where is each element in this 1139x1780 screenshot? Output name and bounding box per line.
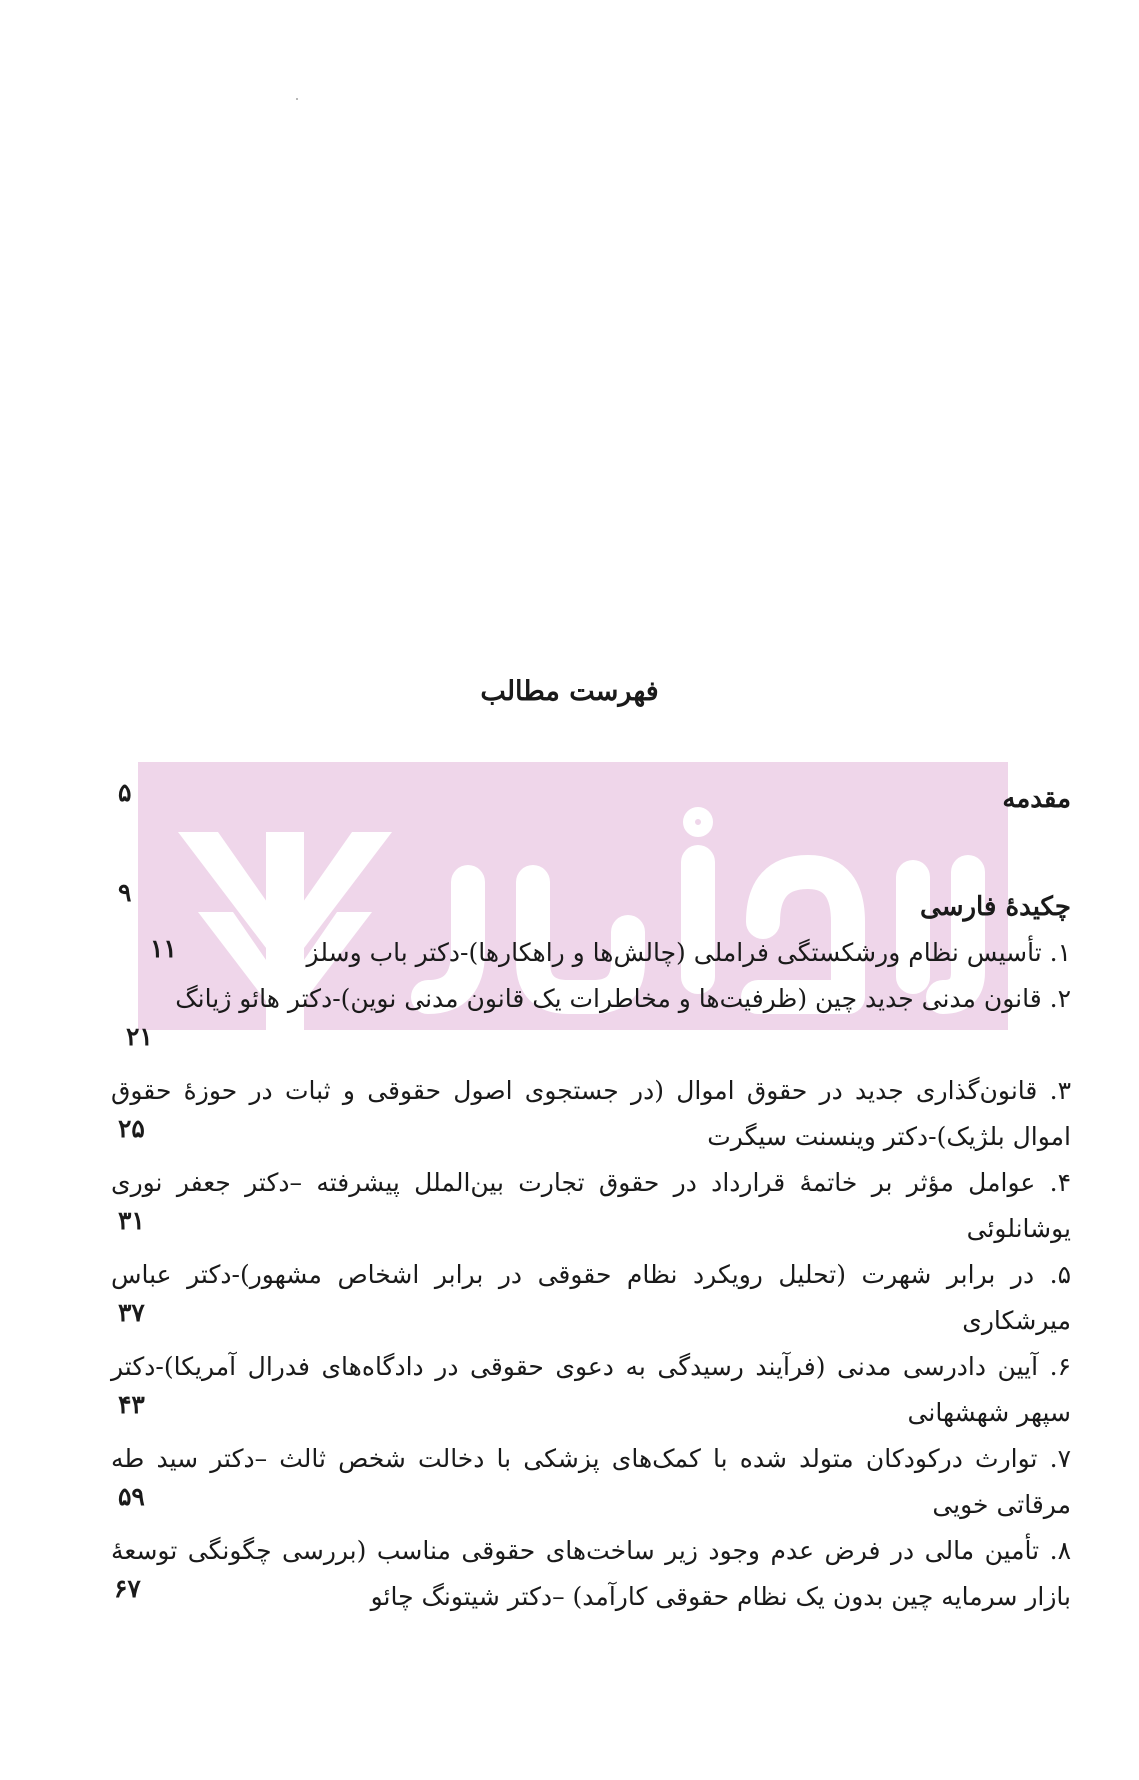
- toc-page-number: ۲۱: [126, 1022, 153, 1051]
- toc-page-number: ۵: [118, 778, 132, 807]
- toc-entry: ۳. قانون‌گذاری جدید در حقوق اموال (در جستجوی اصول حقوقی و ثبات در حوزهٔ حقوق اموال بلژیک)-دکتر وینسنت سیگرت: [111, 1076, 1071, 1151]
- toc-entry: ۷. توارث درکودکان متولد شده با کمک‌های پزشکی با دخالت شخص ثالث –دکتر سید طه مرقاتی خویی: [111, 1444, 1071, 1519]
- toc-entry: ۲. قانون مدنی جدید چین (ظرفیت‌ها و مخاطرات یک قانون مدنی نوین)-دکتر هائو ژیانگ: [175, 984, 1071, 1013]
- toc-page-number: ۳۷: [118, 1298, 145, 1327]
- scan-speck: [296, 98, 298, 100]
- toc-entry: ۸. تأمین مالی در فرض عدم وجود زیر ساخت‌های حقوقی مناسب (بررسی چگونگی توسعهٔ بازار سرمایه چین بدون یک نظام حقوقی کارآمد) –دکتر شیتونگ چائو: [111, 1536, 1071, 1611]
- toc-page-number: ۶۷: [114, 1574, 141, 1603]
- toc-entry: ۵. در برابر شهرت (تحلیل رویکرد نظام حقوقی در برابر اشخاص مشهور)-دکتر عباس میرشکاری: [111, 1260, 1071, 1335]
- toc-entry: ۶. آیین دادرسی مدنی (فرآیند رسیدگی به دعوی حقوقی در دادگاه‌های فدرال آمریکا)-دکتر سپهر شهشهانی: [111, 1352, 1071, 1427]
- toc-heading-persian-abstract: چکیدهٔ فارسی: [920, 892, 1071, 922]
- toc-entry: ۴. عوامل مؤثر بر خاتمهٔ قرارداد در حقوق تجارت بین‌الملل پیشرفته –دکتر جعفر نوری یوشانلوئی: [111, 1168, 1071, 1243]
- toc-page-number: ۲۵: [118, 1114, 145, 1143]
- toc-page-number: ۴۳: [118, 1390, 145, 1419]
- toc-entry: ۱. تأسیس نظام ورشکستگی فراملی (چالش‌ها و راهکارها)-دکتر باب وسلز: [306, 938, 1071, 967]
- toc-page-number: ۹: [118, 878, 132, 907]
- toc-page-number: ۳۱: [118, 1206, 145, 1235]
- toc-title: فهرست مطالب: [480, 676, 659, 707]
- toc-page-number: ۱۱: [150, 934, 177, 963]
- toc-heading-introduction: مقدمه: [1002, 784, 1071, 814]
- toc-page-number: ۵۹: [118, 1482, 145, 1511]
